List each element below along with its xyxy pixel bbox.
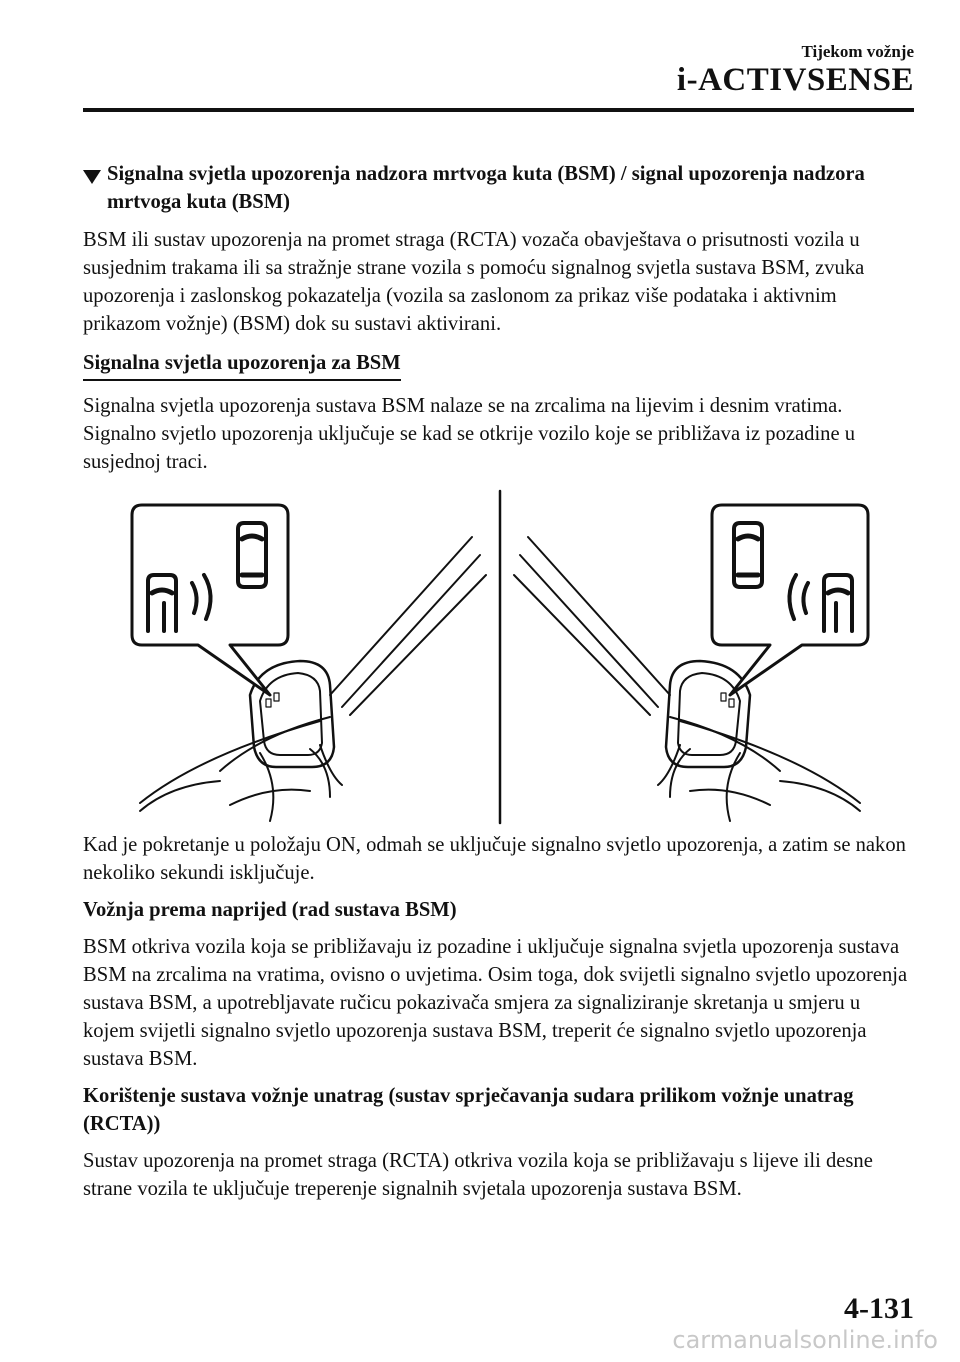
- bsm-mirror-illustration: [80, 485, 880, 825]
- header-rule: [83, 108, 914, 112]
- page-content: [83, 160, 915, 1212]
- signal-lights-paragraph: Signalna svjetla upozorenja sustava BSM nalaze se na zrcalima na lijevim i desnim vratima. Signalno svjetlo upozorenja uključuje se kad se otkrije vozilo koje se približava iz pozadine u susjednoj traci.: [83, 395, 856, 473]
- section-triangle-icon: [83, 170, 101, 184]
- section-heading: [83, 160, 915, 216]
- intro-paragraph: BSM ili sustav upozorenja na promet straga (RCTA) vozača obavještava o prisutnosti vozila u susjednim trakama ili sa stražnje strane vozila s pomoću signalnog svjetla sustava BSM, zvuka upozorenja i zaslonskog pokazatelja (vozila sa zaslonom za prikaz više podataka i aktivnim prikazom vožnje) (BSM) dok su sustavi aktivirani.: [83, 229, 865, 335]
- forward-paragraph: BSM otkriva vozila koja se približavaju iz pozadine i uključuje signalna svjetla upozorenja sustava BSM na zrcalima na vratima, ovisno o uvjetima. Osim toga, dok svijetli signalno svjetlo upozorenja sustava BSM, a upotrebljavate ručicu pokazivača smjera za signaliziranje skretanja u smjeru u kojem svijetli signalno svjetlo upozorenja sustava BSM, treperit će signalno svjetlo upozorenja sustava BSM.: [83, 936, 908, 1070]
- reverse-paragraph: Sustav upozorenja na promet straga (RCTA) otkriva vozila koja se približavaju s lijeve ili desne strane vozila te uključuje treperenje signalnih svjetala upozorenja sustava BSM.: [83, 1150, 873, 1200]
- ignition-paragraph: Kad je pokretanje u položaju ON, odmah se uključuje signalno svjetlo upozorenja, a zatim se nakon nekoliko sekundi isključuje.: [83, 834, 906, 884]
- page-header-subtitle: Tijekom vožnje: [801, 42, 914, 61]
- signal-lights-heading: Signalna svjetla upozorenja za BSM: [83, 349, 401, 381]
- page-header-title: i-ACTIVSENSE: [676, 62, 914, 98]
- section-heading-text: Signalna svjetla upozorenja nadzora mrtvoga kuta (BSM) / signal upozorenja nadzora mrtvoga kuta (BSM): [107, 163, 865, 213]
- left-mirror-view: [132, 505, 486, 821]
- reverse-heading: Korištenje sustava vožnje unatrag (sustav sprječavanja sudara prilikom vožnje unatrag (RCTA)): [83, 1085, 854, 1135]
- page-number: 4-131: [844, 1292, 914, 1325]
- watermark-link[interactable]: carmanualsonline.info: [672, 1326, 938, 1354]
- forward-heading: Vožnja prema naprijed (rad sustava BSM): [83, 899, 457, 921]
- right-mirror-view: [514, 505, 868, 821]
